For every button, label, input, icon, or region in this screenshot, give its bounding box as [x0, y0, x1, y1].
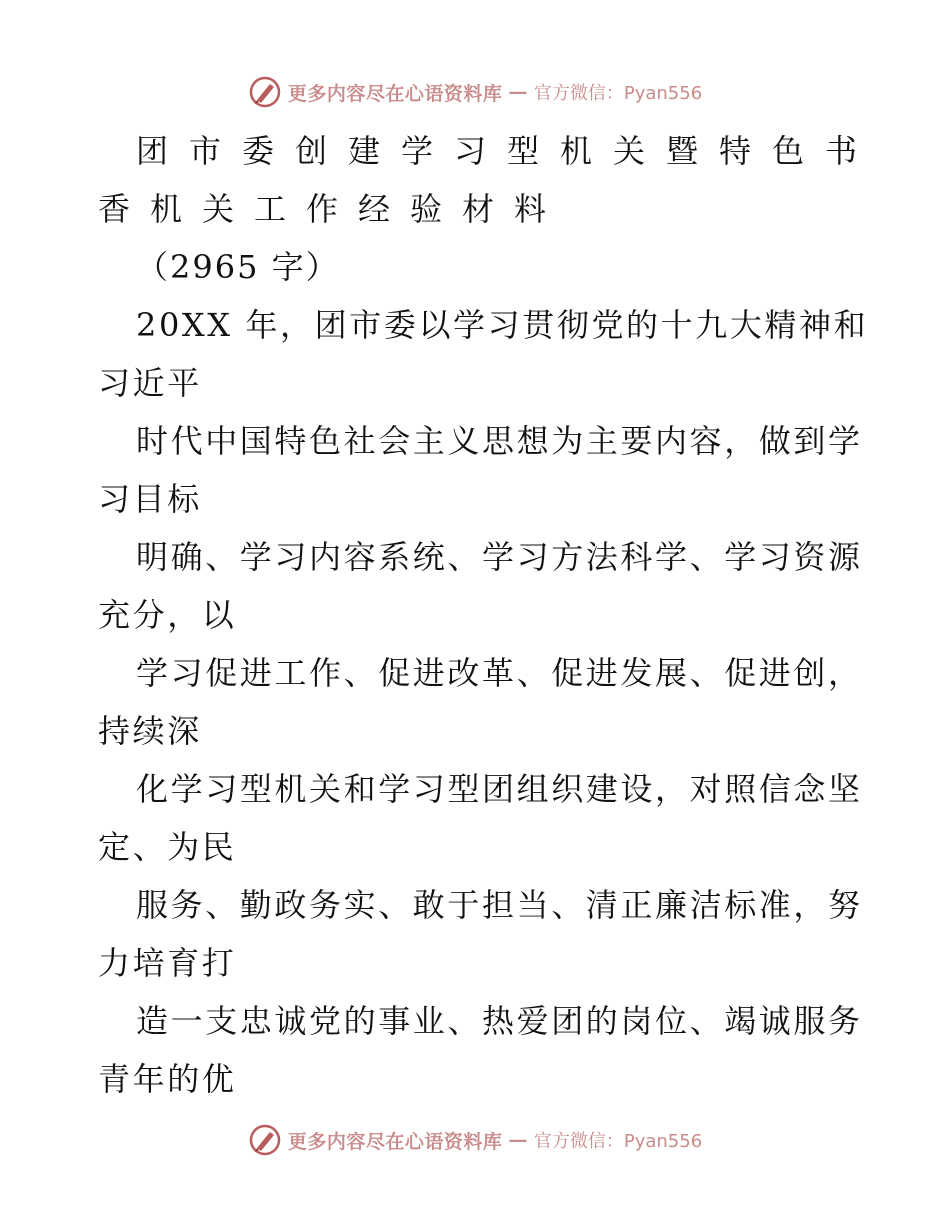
- paragraph-line: 化学习型机关和学习型团组织建设，对照信念坚: [136, 770, 863, 808]
- word-count: （2965 字）: [136, 248, 340, 286]
- paragraph-line: 习目标: [98, 480, 202, 518]
- paragraph-line: 造一支忠诚党的事业、热爱团的岗位、竭诚服务: [136, 1002, 863, 1040]
- header-watermark: [0, 72, 950, 112]
- paragraph-line: 充分，以: [98, 596, 237, 634]
- pen-logo-icon: [248, 1123, 282, 1157]
- paragraph-line: 学习促进工作、促进改革、促进发展、促进创，: [136, 654, 863, 692]
- paragraph-line: 持续深: [98, 712, 202, 750]
- paragraph-line: 习近平: [98, 364, 202, 402]
- paragraph-line: 青年的优: [98, 1060, 237, 1098]
- watermark-text: 更多内容尽在心语资料库: [287, 82, 503, 105]
- paragraph-line: 服务、勤政务实、敢于担当、清正廉洁标准，努: [136, 886, 863, 924]
- watermark-contact: 官方微信：Pyan556: [533, 1131, 703, 1152]
- paragraph-line: 时代中国特色社会主义思想为主要内容，做到学: [136, 422, 863, 460]
- footer-watermark: [0, 1120, 950, 1160]
- watermark-dash: —: [508, 81, 528, 103]
- paragraph-line: 明确、学习内容系统、学习方法科学、学习资源: [136, 538, 863, 576]
- watermark-contact: 官方微信：Pyan556: [533, 83, 703, 104]
- paragraph-line: 力培育打: [98, 944, 237, 982]
- paragraph-line: 定、为民: [98, 828, 237, 866]
- paragraph-line: 20XX 年，团市委以学习贯彻党的十九大精神和: [136, 306, 869, 344]
- title-line-2: 香机关工作经验材料: [98, 190, 567, 228]
- watermark-dash: —: [508, 1129, 528, 1151]
- document-body: [98, 122, 879, 1108]
- title-line-1: 团市委创建学习型机关暨特色书: [136, 132, 879, 170]
- watermark-text: 更多内容尽在心语资料库: [287, 1130, 503, 1153]
- pen-logo-icon: [248, 75, 282, 109]
